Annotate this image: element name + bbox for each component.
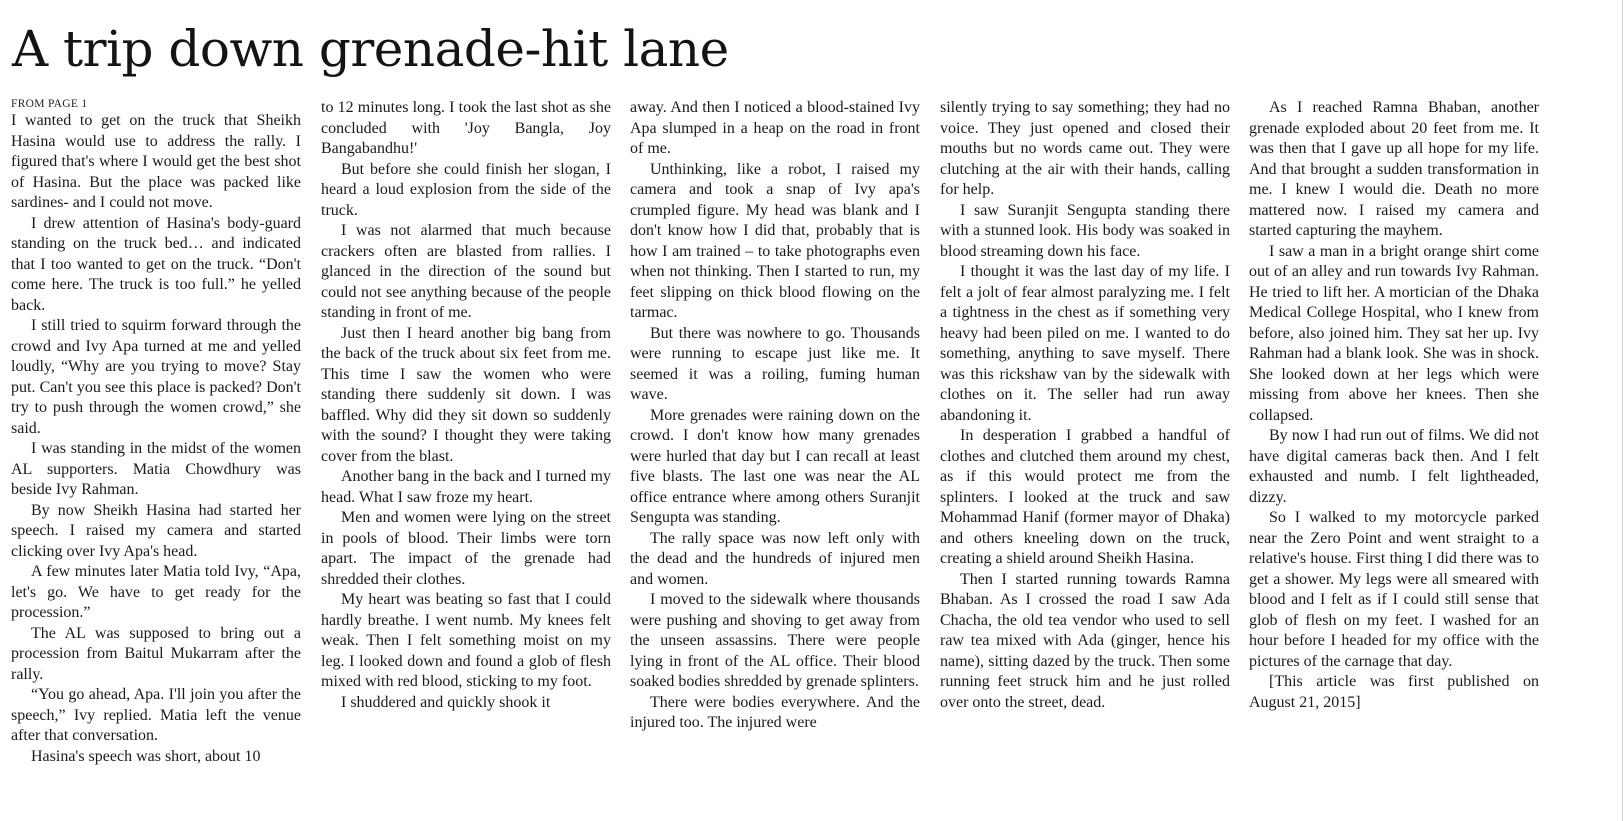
article-column-3 — [630, 98, 920, 813]
paragraph: I moved to the sidewalk where thousands were pushing and shoving to get away from the unseen assassins. There were people lying in front of the AL office. Their blood soaked bodies shredded by grenade splinters. — [630, 591, 920, 690]
paragraph: I was not alarmed that much because crackers often are blasted from rallies. I glanced in the direction of the sound but could not see anything because of the people standing in front of me. — [321, 222, 611, 321]
paragraph: There were bodies everywhere. And the injured too. The injured were — [630, 693, 920, 731]
paragraph: I still tried to squirm forward through the crowd and Ivy Apa turned at me and yelled loudly, “Why are you trying to move? Stay put. Can't you see this place is packed? Don't try to push through the women crowd,” she said. — [11, 317, 301, 437]
paragraph: Hasina's speech was short, about 10 — [31, 747, 261, 765]
paragraph: I drew attention of Hasina's body-guard standing on the truck bed… and indicated that I too wanted to get on the truck. “Don't come here. The truck is too full.” he yelled back. — [11, 214, 301, 314]
paragraph: As I reached Ramna Bhaban, another grenade exploded about 20 feet from me. It was then that I gave up all hope for my life. And that brought a sudden transformation in me. I knew I would die. Death no more mattered now. I raised my camera and started capturing the mayhem. — [1249, 99, 1539, 239]
article-column-4 — [940, 98, 1230, 813]
paragraph: to 12 minutes long. I took the last shot as she concluded with 'Joy Bangla, Joy Bangabandhu!' — [321, 99, 611, 157]
paragraph: I wanted to get on the truck that Sheikh Hasina would use to address the rally. I figured that's where I would get the best shot of Hasina. But the place was packed like sardines- and I could not move. — [11, 112, 301, 211]
paragraph: “You go ahead, Apa. I'll join you after the speech,” Ivy replied. Matia left the venue after that conversation. — [11, 686, 301, 744]
paragraph: Then I started running towards Ramna Bhaban. As I crossed the road I saw Ada Chacha, the old tea vendor who used to sell raw tea mixed with Ada (ginger, hence his name), sitting dazed by the truck. Then some running feet struck him and he just rolled over onto the street, dead. — [940, 570, 1230, 711]
article-column-5 — [1249, 98, 1539, 813]
paragraph: Just then I heard another big bang from the back of the truck about six feet from me. This time I saw the women who were standing there suddenly sit down. I was baffled. Why did they sit down so suddenly with the sound? I thought they were taking cover from the blast. — [321, 324, 611, 465]
paragraph: The rally space was now left only with the dead and the hundreds of injured men and women. — [630, 529, 920, 588]
paragraph: silently trying to say something; they had no voice. They just opened and closed their mouths but no words came out. They were clutching at the air with their hands, calling for help. — [940, 99, 1230, 198]
article-column-1 — [11, 98, 301, 813]
paragraph: Unthinking, like a robot, I raised my camera and took a snap of Ivy apa's crumpled figure. My head was blank and I don't know how I did that, probably that is how I am trained – to take photographs even when not thinking. Then I started to run, my feet slipping on thick blood flowing on the tarmac. — [630, 160, 920, 321]
paragraph: away. And then I noticed a blood-stained Ivy Apa slumped in a heap on the road in front of me. — [630, 99, 920, 157]
paragraph: My heart was beating so fast that I could hardly breathe. I went numb. My knees felt weak. Then I felt something moist on my leg. I looked down and found a glob of flesh mixed with red blood, sticking to my foot. — [321, 591, 611, 690]
paragraph: I saw a man in a bright orange shirt come out of an alley and run towards Ivy Rahman. He tried to lift her. A mortician of the Dhaka Medical College Hospital, who I knew from before, also joined him. They sat her up. Ivy Rahman had a blank look. She was in shock. She looked down at her legs which were missing from above her knees. Then she collapsed. — [1249, 242, 1539, 424]
paragraph: So I walked to my motorcycle parked near the Zero Point and went straight to a relative's house. First thing I did there was to get a shower. My legs were all smeared with blood and I felt as if I could still sense that glob of flesh on my feet. I washed for an hour before I headed for my office with the pictures of the carnage that day. — [1249, 509, 1539, 670]
paragraph: I saw Suranjit Sengupta standing there with a stunned look. His body was soaked in blood streaming down his face. — [940, 201, 1230, 260]
paragraph: But before she could finish her slogan, I heard a loud explosion from the side of the truck. — [321, 160, 611, 219]
paragraph: More grenades were raining down on the crowd. I don't know how many grenades were hurled that day but I can recall at least five blasts. The last one was near the AL office entrance where among others Suranjit Sengupta was standing. — [630, 406, 920, 526]
paragraph: A few minutes later Matia told Ivy, “Apa, let's go. We have to get ready for the procession.” — [11, 563, 301, 621]
paragraph: Men and women were lying on the street in pools of blood. Their limbs were torn apart. The impact of the grenade had shredded their clothes. — [321, 509, 611, 588]
article-headline: A trip down grenade-hit lane — [12, 20, 729, 78]
paragraph: The AL was supposed to bring out a procession from Baitul Mukarram after the rally. — [11, 624, 301, 683]
paragraph: I shuddered and quickly shook it — [341, 693, 551, 711]
paragraph: I was standing in the midst of the women AL supporters. Matia Chowdhury was beside Ivy Rahman. — [11, 440, 301, 498]
article-column-2 — [321, 98, 611, 813]
paragraph: By now Sheikh Hasina had started her speech. I raised my camera and started clicking over Ivy Apa's head. — [11, 501, 301, 560]
paragraph: By now I had run out of films. We did not have digital cameras back then. And I felt exhausted and numb. I felt lightheaded, dizzy. — [1249, 427, 1539, 506]
paragraph: In desperation I grabbed a handful of clothes and clutched them around my chest, as if this would protect me from the splinters. I looked at the truck and saw Mohammad Hanif (former mayor of Dhaka) and others kneeling down on the truck, creating a shield around Sheikh Hasina. — [940, 427, 1230, 567]
paragraph: Another bang in the back and I turned my head. What I saw froze my heart. — [321, 468, 611, 506]
paragraph: I thought it was the last day of my life. I felt a jolt of fear almost paralyzing me. I felt a tightness in the chest as if something very heavy had been piled on me. I wanted to do something, anything to save myself. There was this rickshaw van by the sidewalk with clothes on it. The seller had run away abandoning it. — [940, 263, 1230, 424]
editor-note: [This article was first published on August 21, 2015] — [1249, 673, 1539, 711]
paragraph: But there was nowhere to go. Thousands were running to escape just like me. It seemed it was a roiling, fuming human wave. — [630, 324, 920, 403]
continued-from-kicker: FROM PAGE 1 — [11, 98, 88, 110]
